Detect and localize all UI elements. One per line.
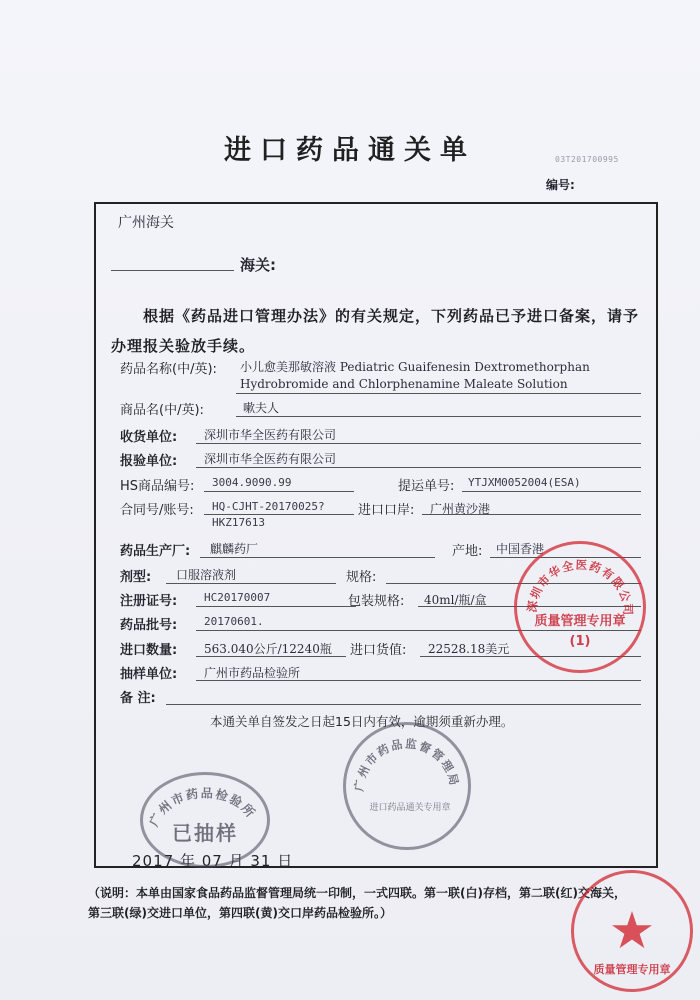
star-icon: [612, 911, 652, 948]
drug-name-value-line2: Hydrobromide and Chlorphenamine Maleate Solution: [240, 377, 568, 391]
sampling-unit-underline: [196, 680, 641, 681]
fda-stamp-center: 进口药品通关专用章: [369, 803, 451, 813]
spec-label: 规格:: [346, 570, 377, 585]
inspection-applicant-label: 报验单位:: [120, 454, 178, 469]
drug-name-label: 药品名称(中/英):: [120, 362, 217, 377]
doc-number-label: 编号:: [546, 178, 575, 192]
import-qty-value: 563.040公斤/12240瓶: [204, 642, 332, 656]
trade-name-value: 嗽夫人: [243, 401, 280, 415]
consignee-underline: [196, 443, 641, 444]
manufacturer-underline: [200, 557, 435, 558]
hs-code-label: HS商品编号:: [120, 479, 195, 494]
consignee-value: 深圳市华全医药有限公司: [204, 428, 337, 442]
bill-no-value: YTJXM0052004(ESA): [468, 476, 581, 489]
dosage-form-value: 口服溶液剂: [176, 568, 237, 582]
manufacturer-value: 麒麟药厂: [210, 542, 259, 556]
company-quality-stamp: [514, 541, 646, 673]
packaging-label: 包装规格:: [348, 594, 405, 609]
sampling-unit-label: 抽样单位:: [120, 667, 178, 682]
sampling-stamp: [140, 772, 270, 868]
document-title: 进口药品通关单: [224, 135, 476, 166]
footer-note-line1: （说明：本单由国家食品药品监督管理局统一印制，一式四联。第一联(白)存档，第二联(红)交海关，: [88, 886, 626, 900]
contract-no-value-line2: HKZ17613: [212, 516, 265, 529]
serial-number: 03T201700995: [555, 155, 619, 164]
trade-name-underline: [236, 416, 641, 417]
sampling-unit-value: 广州市药品检验所: [204, 666, 301, 680]
remarks-underline: [166, 704, 641, 705]
footer-note-line2: 第三联(绿)交进口单位，第四联(黄)交口岸药品检验所。）: [88, 906, 392, 920]
batch-no-label: 药品批号:: [120, 618, 178, 633]
sign-date: 2017 年 07 月 31 日: [132, 852, 294, 870]
origin-value: 中国香港: [496, 542, 545, 556]
company-stamp-center: 质量管理专用章: [534, 614, 626, 629]
import-qty-underline: [196, 656, 346, 657]
company-stamp-ring-text: 深圳市华全医药有限公司: [524, 557, 636, 617]
manufacturer-label: 药品生产厂:: [120, 544, 191, 559]
batch-no-value: 20170601.: [204, 615, 264, 628]
contract-no-value-line1: HQ-CJHT-20170025?: [212, 500, 325, 513]
company-stamp-index: (1): [569, 634, 591, 649]
fda-stamp-ring-svg: [346, 725, 468, 847]
drug-name-value-line1: 小儿愈美那敏溶液 Pediatric Guaifenesin Dextromethorphan: [240, 360, 590, 374]
dosage-form-label: 剂型:: [120, 570, 152, 585]
import-port-label: 进口口岸:: [358, 503, 415, 518]
hs-code-value: 3004.9090.99: [212, 476, 292, 489]
contract-no-underline: [204, 514, 354, 515]
registration-no-value: HC20170007: [204, 591, 271, 604]
bill-no-underline: [462, 491, 641, 492]
remarks-label: 备 注:: [120, 691, 156, 706]
import-port-underline: [422, 514, 641, 515]
svg-text:深圳市华全医药有限公司: [525, 558, 635, 617]
import-port-value: 广州黄沙港: [430, 502, 491, 516]
customs-suffix: 海关:: [240, 256, 276, 274]
fda-customs-stamp: [343, 722, 471, 850]
corner-stamp-text: 质量管理专用章: [593, 963, 671, 976]
import-value-label: 进口货值:: [350, 643, 407, 658]
company-stamp-ring-svg: [517, 544, 643, 670]
import-qty-label: 进口数量:: [120, 643, 178, 658]
drug-name-underline: [236, 393, 641, 394]
fda-stamp-ring-text: 广州市药品监督管理局: [351, 736, 462, 793]
registration-no-label: 注册证号:: [120, 594, 178, 609]
inspection-applicant-underline: [196, 467, 641, 468]
origin-label: 产地:: [452, 544, 483, 559]
registration-no-underline: [196, 606, 356, 607]
customs-underline: [111, 270, 234, 271]
contract-no-label: 合同号/账号:: [120, 503, 194, 518]
packaging-value: 40ml/瓶/盒: [424, 593, 487, 607]
consignee-label: 收货单位:: [120, 430, 178, 445]
import-value-value: 22528.18美元: [428, 642, 510, 656]
sampling-stamp-text: 已抽样: [172, 821, 238, 845]
hs-code-underline: [204, 491, 354, 492]
bill-no-label: 提运单号:: [398, 479, 455, 494]
trade-name-label: 商品名(中/英):: [120, 403, 204, 418]
dosage-form-underline: [166, 583, 336, 584]
corner-quality-stamp: [571, 870, 693, 992]
intro-paragraph: 根据《药品进口管理办法》的有关规定，下列药品已予进口备案，请予办理报关验放手续。: [111, 307, 640, 355]
customs-handwritten: 广州海关: [118, 215, 174, 231]
inspection-applicant-value: 深圳市华全医药有限公司: [204, 452, 337, 466]
validity-note: 本通关单自签发之日起15日内有效，逾期须重新办理。: [210, 714, 514, 729]
svg-text:广州市药品监督管理局: [352, 736, 462, 792]
sampling-stamp-ring-text: 广州市药品检验所: [146, 786, 259, 829]
